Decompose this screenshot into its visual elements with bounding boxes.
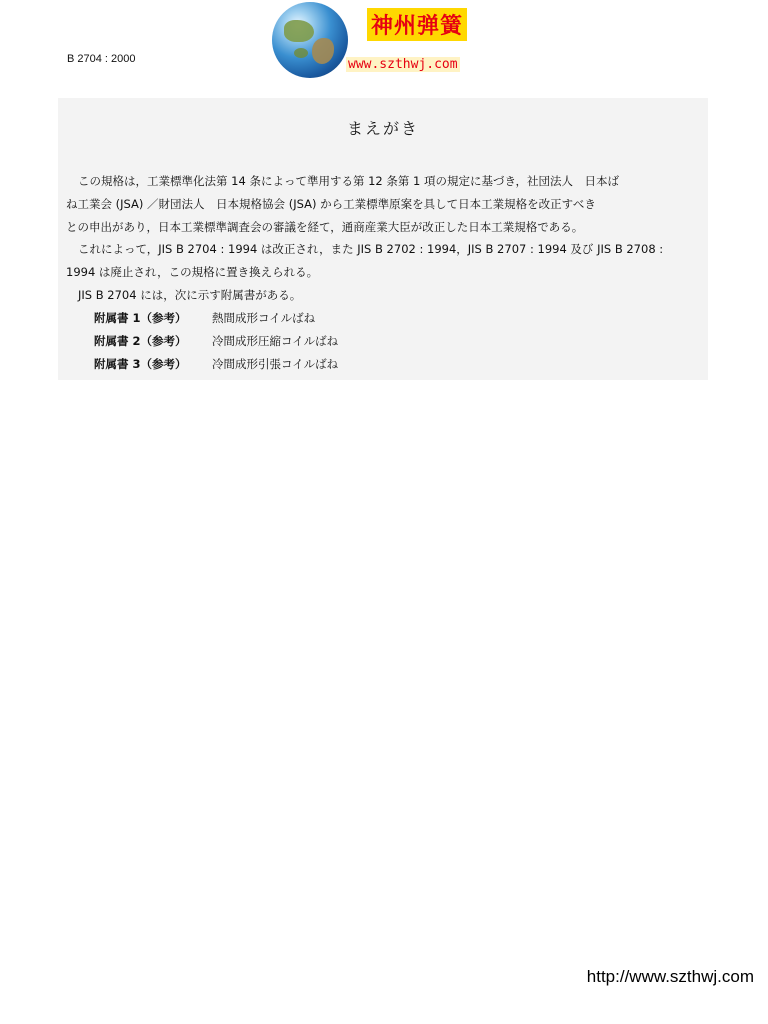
brand-logo	[272, 2, 492, 78]
text-line: JIS B 2704 には，次に示す附属書がある。	[78, 288, 302, 302]
logo-website: www.szthwj.com	[348, 57, 458, 72]
preface-paragraph-2	[66, 238, 706, 284]
preface-title: まえがき	[346, 119, 419, 138]
brand-name: 神州弹簧	[367, 8, 467, 41]
list-item	[94, 307, 338, 330]
annex-label: 附属書 3（参考）	[94, 357, 187, 371]
annex-label: 附属書 2（参考）	[94, 334, 187, 348]
preface-section	[58, 98, 708, 380]
text-line: これによって，JIS B 2704 : 1994 は改正され，また JIS B 2702 : 1994，JIS B 2707 : 1994 及び JIS B 2708 :	[78, 242, 664, 256]
text-line: この規格は，工業標準化法第 14 条によって準用する第 12 条第 1 項の規定に基づき，社団法人 日本ば	[78, 174, 620, 188]
globe-icon	[272, 2, 348, 78]
text-line: との申出があり，日本工業標準調査会の審議を経て，通商産業大臣が改正した日本工業規格である。	[66, 220, 584, 234]
footer-url-link[interactable]: http://www.szthwj.com	[586, 967, 754, 986]
preface-paragraph-1	[66, 170, 706, 239]
annex-title: 冷間成形圧縮コイルばね	[212, 334, 339, 348]
text-line: ね工業会 (JSA) ／財団法人 日本規格協会 (JSA) から工業標準原案を具して日本工業規格を改正すべき	[66, 197, 596, 211]
annex-list	[94, 307, 338, 376]
annex-title: 冷間成形引張コイルばね	[212, 357, 339, 371]
list-item	[94, 353, 338, 376]
annex-label: 附属書 1（参考）	[94, 311, 187, 325]
preface-paragraph-3	[66, 284, 706, 307]
list-item	[94, 330, 338, 353]
document-code: B 2704 : 2000	[67, 53, 136, 65]
text-line: 1994 は廃止され，この規格に置き換えられる。	[66, 265, 319, 279]
annex-title: 熱間成形コイルばね	[212, 311, 316, 325]
